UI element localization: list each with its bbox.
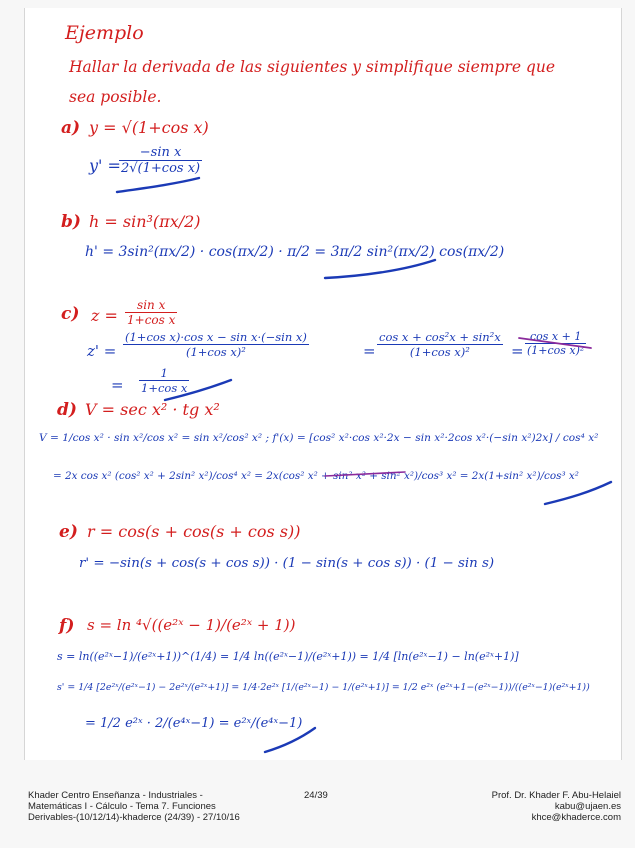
problem-f-statement: s = ln ⁴√((e²ˣ − 1)/(e²ˣ + 1)) (87, 616, 296, 634)
instruction-line-2: sea posible. (69, 88, 162, 106)
problem-f-step-1: s = ln((e²ˣ−1)/(e²ˣ+1))^(1/4) = 1/4 ln((e²ˣ−1)/(e²ˣ+1)) = 1/4 [ln(e²ˣ−1) − ln(e²ˣ+1)] (57, 650, 519, 663)
problem-a-label: a) (61, 118, 81, 138)
problem-c-lhs: z = (91, 306, 118, 325)
underline-a (117, 178, 199, 192)
problem-b-statement: h = sin³(πx/2) (89, 212, 201, 231)
problem-c-step-4-den: 1+cos x (141, 381, 188, 395)
footer-left-line-2: Matemáticas I - Cálculo - Tema 7. Funciones (28, 801, 216, 812)
problem-d-step-2: = 2x cos x² (cos² x² + 2sin² x²)/cos⁴ x² = 2x(cos² x² + sin² x² + sin² x²)/cos³ x² = 2x(1+sin² x²)/cos³ x² (53, 470, 579, 482)
problem-c-step-3-lhs: = (511, 342, 524, 360)
instruction-line-1: Hallar la derivada de las siguientes y simplifique siempre que (69, 58, 556, 76)
problem-a-denominator: 2√(1+cos x) (121, 161, 201, 176)
problem-c-label: c) (61, 304, 80, 324)
example-title: Ejemplo (65, 22, 144, 44)
underline-d (545, 482, 611, 504)
cancel-stroke-c (519, 338, 591, 348)
footer-left-line-3: Derivables-(10/12/14)-khaderce (24/39) - 27/10/16 (28, 812, 240, 823)
footer-right-line-2: kabu@ujaen.es (554, 801, 621, 812)
problem-d-label: d) (57, 400, 77, 420)
problem-a-statement: y = √(1+cos x) (89, 118, 209, 137)
problem-f-step-3: = 1/2 e²ˣ · 2/(e⁴ˣ−1) = e²ˣ/(e⁴ˣ−1) (85, 716, 303, 731)
problem-b-step-1: h' = 3sin²(πx/2) · cos(πx/2) · π/2 = 3π/2 sin²(πx/2) cos(πx/2) (85, 244, 505, 260)
handwritten-sheet (24, 8, 622, 760)
page-number: 24/39 (304, 790, 328, 801)
ink-strokes (25, 8, 621, 760)
problem-d-step-1: V = 1/cos x² · sin x²/cos x² = sin x²/cos² x² ; f'(x) = [cos² x²·cos x²·2x − sin x²·2cos x²·(−sin x²)2x] / cos⁴ x² (39, 432, 599, 444)
footer-left (28, 790, 240, 823)
footer-right-line-1: Prof. Dr. Khader F. Abu-Helaiel (491, 790, 621, 801)
problem-c-step-3-den: (1+cos x)² (527, 344, 585, 357)
footer-right-line-3: khce@khaderce.com (531, 812, 621, 823)
problem-c-step-1-num: (1+cos x)·cos x − sin x·(−sin x) (125, 330, 307, 344)
problem-c-step-1-lhs: z' = (87, 342, 117, 360)
problem-c-step-4-num: 1 (139, 366, 189, 381)
problem-c-step-2-num: cos x + cos²x + sin²x (379, 330, 501, 344)
problem-c-step-2-den: (1+cos x)² (409, 345, 470, 359)
problem-e-statement: r = cos(s + cos(s + cos s)) (87, 522, 301, 541)
problem-c-statement-den: 1+cos x (127, 313, 176, 327)
problem-f-step-2: s' = 1/4 [2e²ˣ/(e²ˣ−1) − 2e²ˣ/(e²ˣ+1)] = 1/4·2e²ˣ [1/(e²ˣ−1) − 1/(e²ˣ+1)] = 1/2 e²ˣ (e²ˣ+1−(e²ˣ−1))/((e²ˣ−1)(e²ˣ+1)) (57, 682, 590, 693)
problem-c-statement-num: sin x (125, 298, 177, 313)
problem-e-label: e) (59, 522, 78, 542)
problem-c-step-2-lhs: = (363, 342, 376, 360)
underline-c (165, 380, 231, 400)
problem-d-statement: V = sec x² · tg x² (85, 400, 220, 419)
problem-b-label: b) (61, 212, 81, 232)
problem-c-step-4-lhs: = (111, 376, 124, 394)
problem-f-label: f) (59, 616, 75, 636)
underline-f (265, 728, 315, 752)
underline-b (325, 260, 435, 278)
problem-e-step-1: r' = −sin(s + cos(s + cos s)) · (1 − sin(s + cos s)) · (1 − sin s) (79, 556, 495, 571)
problem-c-step-1-den: (1+cos x)² (185, 345, 246, 359)
cancel-stroke-d (325, 472, 405, 476)
footer-left-line-1: Khader Centro Enseñanza - Industriales - (28, 790, 203, 801)
footer-right (492, 790, 621, 823)
problem-a-step-lhs: y' = (89, 156, 121, 175)
problem-c-step-3-num: cos x + 1 (525, 330, 586, 344)
problem-a-numerator: −sin x (119, 145, 202, 161)
